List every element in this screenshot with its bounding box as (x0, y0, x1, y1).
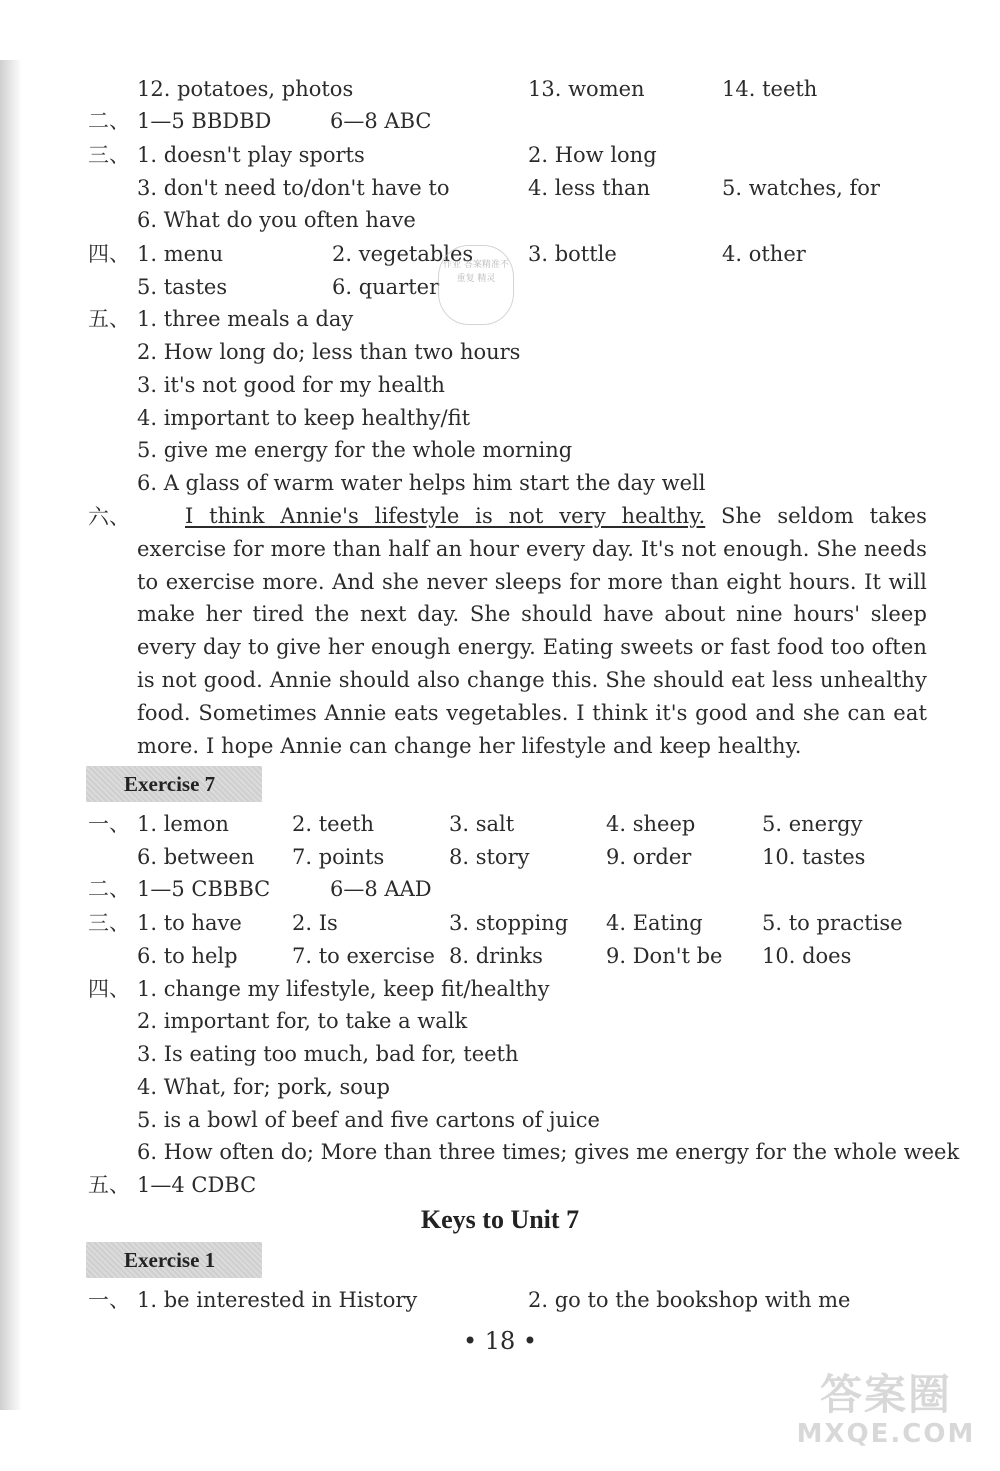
answer-item: 3. salt (449, 812, 515, 836)
answer-item: 1. doesn't play sports (137, 143, 365, 167)
answer-item: 4. Eating (606, 911, 703, 935)
answer-item: 5. tastes (137, 275, 228, 299)
answer-item: 1. change my lifestyle, keep fit/healthy (137, 977, 550, 1001)
answer-item: 6. What do you often have (137, 208, 416, 232)
essay-body: She seldom takes exercise for more than half an hour every day. It's not enough. She needs to exercise more. And she never sleeps for more than eight hours. It will make her tired the next day. She should have about nine hours' sleep every day to give her enough energy. Eating sweets or fast food too often is not good. Annie should also change this. She should eat less unhealthy food. Sometimes Annie eats vegetables. I think it's good and she can eat more. I hope Annie can change her lifestyle and keep healthy. (137, 504, 928, 758)
answer-item: 5. energy (762, 812, 863, 836)
essay-topic-sentence: I think Annie's lifestyle is not very healthy. (185, 504, 706, 528)
answer-item: 14. teeth (722, 77, 818, 101)
answer-item: 6. A glass of warm water helps him start the day well (137, 471, 706, 495)
answer-item: 9. order (606, 845, 692, 869)
exercise-1-heading: Exercise 1 (86, 1242, 262, 1278)
answer-item: 4. What, for; pork, soup (137, 1075, 390, 1099)
answer-item: 7. points (292, 845, 385, 869)
answer-item: 6. to help (137, 944, 238, 968)
answer-item: 4. other (722, 242, 806, 266)
answer-item: 9. Don't be (606, 944, 723, 968)
answer-item: 5. give me energy for the whole morning (137, 438, 573, 462)
answer-item: 1. lemon (137, 812, 229, 836)
answer-item: 2. teeth (292, 812, 374, 836)
section-number: 二、 (88, 877, 130, 901)
answer-item: 12. potatoes, photos (137, 77, 354, 101)
answer-item: 2. important for, to take a walk (137, 1009, 468, 1033)
section-number: 三、 (88, 911, 130, 935)
answer-item: 2. How long (528, 143, 657, 167)
answer-item: 1. be interested in History (137, 1288, 418, 1312)
answer-item: 6—8 ABC (330, 109, 432, 133)
site-watermark (786, 1371, 986, 1461)
answer-item: 4. sheep (606, 812, 696, 836)
section-number: 五、 (88, 307, 130, 331)
answer-item: 6. quarter (332, 275, 440, 299)
answer-item: 3. Is eating too much, bad for, teeth (137, 1042, 519, 1066)
page-number: • 18 • (462, 1327, 538, 1355)
answer-item: 4. less than (528, 176, 651, 200)
answer-item: 8. story (449, 845, 530, 869)
answer-item: 3. it's not good for my health (137, 373, 445, 397)
section-number: 四、 (88, 242, 130, 266)
answer-item: 1. to have (137, 911, 242, 935)
answer-item: 1. three meals a day (137, 307, 354, 331)
answer-item: 7. to exercise (292, 944, 435, 968)
answer-item: 8. drinks (449, 944, 543, 968)
answer-item: 3. stopping (449, 911, 569, 935)
watermark-url: MXQE.COM (796, 1419, 976, 1449)
answer-item: 10. tastes (762, 845, 866, 869)
answer-item: 5. watches, for (722, 176, 880, 200)
section-number: 一、 (88, 1288, 130, 1312)
answer-item: 2. vegetables (332, 242, 474, 266)
answer-item: 1—4 CDBC (137, 1173, 257, 1197)
answer-item: 13. women (528, 77, 645, 101)
section-number: 二、 (88, 109, 130, 133)
answer-item: 3. bottle (528, 242, 617, 266)
section-number: 四、 (88, 977, 130, 1001)
watermark-logo-text: 答案圈 (819, 1370, 952, 1419)
answer-item: 6—8 AAD (330, 877, 432, 901)
answer-item: 2. go to the bookshop with me (528, 1288, 851, 1312)
exercise-7-heading: Exercise 7 (86, 766, 262, 802)
section-number: 一、 (88, 812, 130, 836)
unit-title: Keys to Unit 7 (420, 1205, 580, 1234)
answer-item: 1—5 CBBBC (137, 877, 271, 901)
answer-item: 6. between (137, 845, 255, 869)
essay-paragraph (137, 500, 927, 762)
section-number: 五、 (88, 1173, 130, 1197)
answer-item: 6. How often do; More than three times; gives me energy for the whole week (137, 1140, 960, 1164)
answer-item: 3. don't need to/don't have to (137, 176, 450, 200)
section-number: 六、 (88, 505, 130, 529)
section-number: 三、 (88, 143, 130, 167)
answer-item: 1—5 BBDBD (137, 109, 272, 133)
answer-item: 2. Is (292, 911, 338, 935)
stamp-seal: 作业 答案精准不重复 精灵 (438, 245, 514, 325)
answer-item: 10. does (762, 944, 852, 968)
answer-item: 4. important to keep healthy/fit (137, 406, 471, 430)
answer-item: 2. How long do; less than two hours (137, 340, 521, 364)
answer-item: 5. to practise (762, 911, 903, 935)
answer-item: 5. is a bowl of beef and five cartons of juice (137, 1108, 600, 1132)
answer-item: 1. menu (137, 242, 224, 266)
